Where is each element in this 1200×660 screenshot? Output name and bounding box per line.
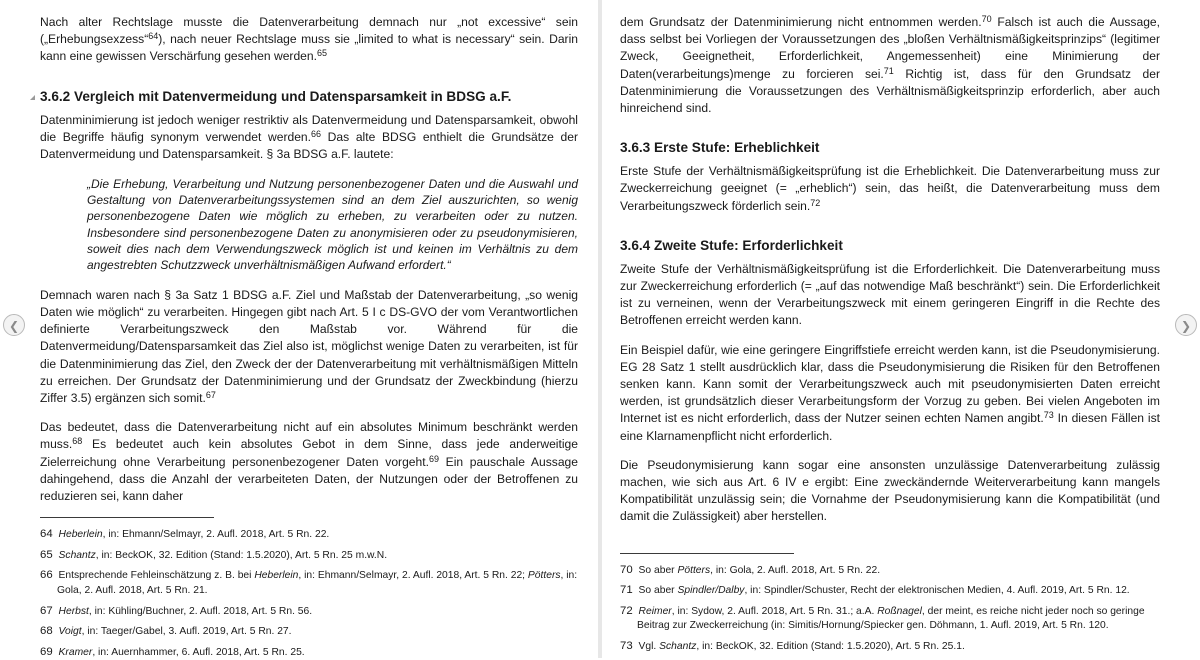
- right-page: [602, 0, 1200, 658]
- footnote-69: 69 Kramer, in: Auernhammer, 6. Aufl. 2018, Art. 5 Rn. 25.: [40, 645, 305, 658]
- footnote-72: 72 Reimer, in: Sydow, 2. Aufl. 2018, Art. 5 Rn. 31.; a.A. Roßnagel, der meint, es reiche nicht jeder noch so geringe Beitrag zur Zweckerreichung (in: Simitis/Hornung/Spiecker gen. Döhmann, 1. Aufl. 2019, Art. 5 Rn. 120.: [620, 604, 1145, 632]
- previous-page-button[interactable]: [3, 314, 25, 336]
- collapse-marker-icon[interactable]: [30, 95, 35, 100]
- paragraph-demnach: Demnach waren nach § 3a Satz 1 BDSG a.F. Ziel und Maßstab der Datenverarbeitung, „so wenig Daten wie möglich“ zu verarbeiten. Hingegen gibt nach Art. 5 I c DS-GVO der vom Verantwortlichen definierte Verarbeitungszweck den Maßstab vor. Während für die Datenvermeidung/Datensparsamkeit das Ziel also ist, möglichst wenige Daten zu verarbeiten, ist für die Datenminimierung das Ziel, den Zweck der der Datenverarbeitung mit verhältnismäßigen Mitteln zu erreichen. Der Grundsatz der Datenminimierung und der Grundsatz der Zweckbindung (hierzu Ziffer 3.5) ergänzen sich somit.$^{67}$: [40, 287, 578, 405]
- footnote-65: 65 Schantz, in: BeckOK, 32. Edition (Stand: 1.5.2020), Art. 5 Rn. 25 m.w.N.: [40, 548, 388, 561]
- paragraph-datenminimierung: Datenminimierung ist jedoch weniger restriktiv als Datenvermeidung und Datensparsamkeit, obwohl die Begriffe häufig synonym verwendet werden.$^{66}$ Das alte BDSG enthielt die Grundsätze der Datenvermeidung und Datensparsamkeit. § 3a BDSG a.F. lautete:: [40, 112, 578, 162]
- footnote-73: 73 Vgl. Schantz, in: BeckOK, 32. Edition (Stand: 1.5.2020), Art. 5 Rn. 25.1.: [620, 640, 965, 653]
- footnote-70: 70 So aber Pötters, in: Gola, 2. Aufl. 2018, Art. 5 Rn. 22.: [620, 563, 881, 576]
- chevron-right-icon: ❯: [1180, 319, 1192, 333]
- footnote-ref[interactable]: 72: [810, 197, 821, 208]
- footnote-64: 64 Heberlein, in: Ehmann/Selmayr, 2. Aufl. 2018, Art. 5 Rn. 22.: [40, 528, 330, 541]
- section-heading-3-6-3: 3.6.3 Erste Stufe: Erheblichkeit: [620, 140, 820, 156]
- footnote-ref[interactable]: 69: [428, 453, 439, 464]
- section-heading-3-6-2: 3.6.2 Vergleich mit Datenvermeidung und Datensparsamkeit in BDSG a.F.: [40, 88, 512, 104]
- paragraph-continuation: dem Grundsatz der Datenminimierung nicht entnommen werden.$^{70}$ Falsch ist auch die Aussage, dass selbst bei Vorliegen der Voraussetzungen des „bloßen Verhältnismäßigkeitsprinzips“ (legitimer Zweck, Geeignetheit, Erforderlichkeit, Angemessenheit) eine Minimierung der Daten(verarbeitungs)menge zu forcieren sei.$^{71}$ Richtig ist, dass für den Grundsatz der Datenminimierung die Voraussetzungen des Verhältnismäßigkeitsprinzip erforderlich, aber auch hinreichend sind.: [620, 14, 1161, 116]
- section-heading-3-6-4: 3.6.4 Zweite Stufe: Erforderlichkeit: [620, 237, 843, 253]
- paragraph-pseudonymisierung: Die Pseudonymisierung kann sogar eine ansonsten unzulässige Datenverarbeitung zulässig machen, wie sich aus Art. 6 IV e ergibt: Eine zweckändernde Weiterverarbeitung kann mangels Kompatibilität unzulässig sein; die Vornahme der Pseudonymisierung kann die Kompatibilität (und damit die Zulässigkeit) aber herstellen.: [620, 457, 1160, 524]
- footnote-separator: [40, 517, 214, 518]
- footnote-67: 67 Herbst, in: Kühling/Buchner, 2. Aufl. 2018, Art. 5 Rn. 56.: [40, 604, 313, 617]
- footnote-ref[interactable]: 70: [981, 14, 992, 24]
- footnote-ref[interactable]: 73: [1043, 410, 1054, 421]
- footnote-ref[interactable]: 64: [148, 31, 159, 42]
- footnote-ref[interactable]: 66: [311, 128, 322, 139]
- paragraph-bedeutet: Das bedeutet, dass die Datenverarbeitung nicht auf ein absolutes Minimum beschränkt werden muss.$^{68}$ Es bedeutet auch kein absolutes Gebot in dem Sinne, dass jede anderweitige Zielerreichung ohne Verarbeitung personenbezogener Daten vorgeht.$^{69}$ Ein pauschale Aussage dahingehend, dass die Anzahl der verarbeiteten Daten, der Nutzungen oder der Betroffenen zu reduzieren sei, kann daher: [40, 420, 578, 504]
- paragraph-intro: Nach alter Rechtslage musste die Datenverarbeitung demnach nur „not excessive“ sein („Erhebungsexzess“$^{64}$), nach neuer Rechtslage muss sie „limited to what is necessary“ sein. Darin kann eine gewissen Verschärfung gesehen werden.$^{65}$: [40, 15, 578, 64]
- footnote-ref[interactable]: 68: [72, 436, 83, 447]
- footnote-66: 66 Entsprechende Fehleinschätzung z. B. bei Heberlein, in: Ehmann/Selmayr, 2. Aufl. 2018, Art. 5 Rn. 22; Pötters, in: Gola, 2. Aufl. 2018, Art. 5 Rn. 21.: [40, 569, 578, 596]
- footnote-68: 68 Voigt, in: Taeger/Gabel, 3. Aufl. 2019, Art. 5 Rn. 27.: [40, 625, 292, 638]
- footnote-71: 71 So aber Spindler/Dalby, in: Spindler/Schuster, Recht der elektronischen Medien, 4. Aufl. 2019, Art. 5 Rn. 12.: [620, 584, 1130, 597]
- paragraph-erste-stufe: Erste Stufe der Verhältnismäßigkeitsprüfung ist die Erheblichkeit. Die Datenverarbeitung muss zur Zweckerreichung geeignet (= „erheblich“) sein, das heißt, die Datenverarbeitung muss dem Verarbeitungszweck förderlich sein.$^{72}$: [620, 164, 1160, 213]
- block-quote: „Die Erhebung, Verarbeitung und Nutzung personenbezogener Daten und die Auswahl und Gestaltung von Datenverarbeitungssystemen sind an dem Ziel auszurichten, so wenig personenbezogene Daten wie möglich zu erheben, zu verarbeiten oder zu nutzen. Insbesondere sind personenbezogene Daten zu anonymisieren oder zu pseudonymisieren, soweit dies nach dem Verwendungszweck möglich ist und keinen im Verhältnis zu dem angestrebten Schutzzweck unverhältnismäßigen Aufwand erfordert.“: [87, 177, 578, 272]
- footnote-separator: [620, 553, 794, 554]
- footnote-ref[interactable]: 65: [317, 48, 328, 59]
- paragraph-beispiel: Ein Beispiel dafür, wie eine geringere Eingriffstiefe erreicht werden kann, ist die Pseudonymisierung. EG 28 Satz 1 stellt ausdrücklich klar, dass die Pseudonymisierung die Risiken für den Betroffenen senken kann. Kann somit der Verarbeitungszweck auch mit pseudonymisierten Daten erreicht werden, ist grundsätzlich dieser Verarbeitungsform der Vorzug zu geben. Bei vielen Angeboten im Internet ist es nicht erforderlich, dass der Nutzer seinen echten Namen angibt.$^{73}$ In diesen Fällen ist eine Klarnamenpflicht nicht erforderlich.: [620, 342, 1160, 443]
- footnote-ref[interactable]: 67: [205, 390, 216, 400]
- next-page-button[interactable]: [1175, 314, 1197, 336]
- left-page: [0, 0, 598, 658]
- paragraph-zweite-stufe: Zweite Stufe der Verhältnismäßigkeitsprüfung ist die Erforderlichkeit. Die Datenverarbeitung muss zur Zweckerreichung erforderlich (= „auf das notwendige Maß beschränkt“) sein. Die Erforderlichkeit ist zu verneinen, wenn der Verarbeitungszweck mit einem geringeren Eingriff in die Rechte des Betroffenen erreicht werden kann.: [620, 261, 1160, 328]
- chevron-left-icon: ❮: [8, 319, 20, 333]
- footnote-ref[interactable]: 71: [883, 65, 894, 76]
- right-column: [620, 14, 1160, 655]
- left-column: [40, 14, 578, 660]
